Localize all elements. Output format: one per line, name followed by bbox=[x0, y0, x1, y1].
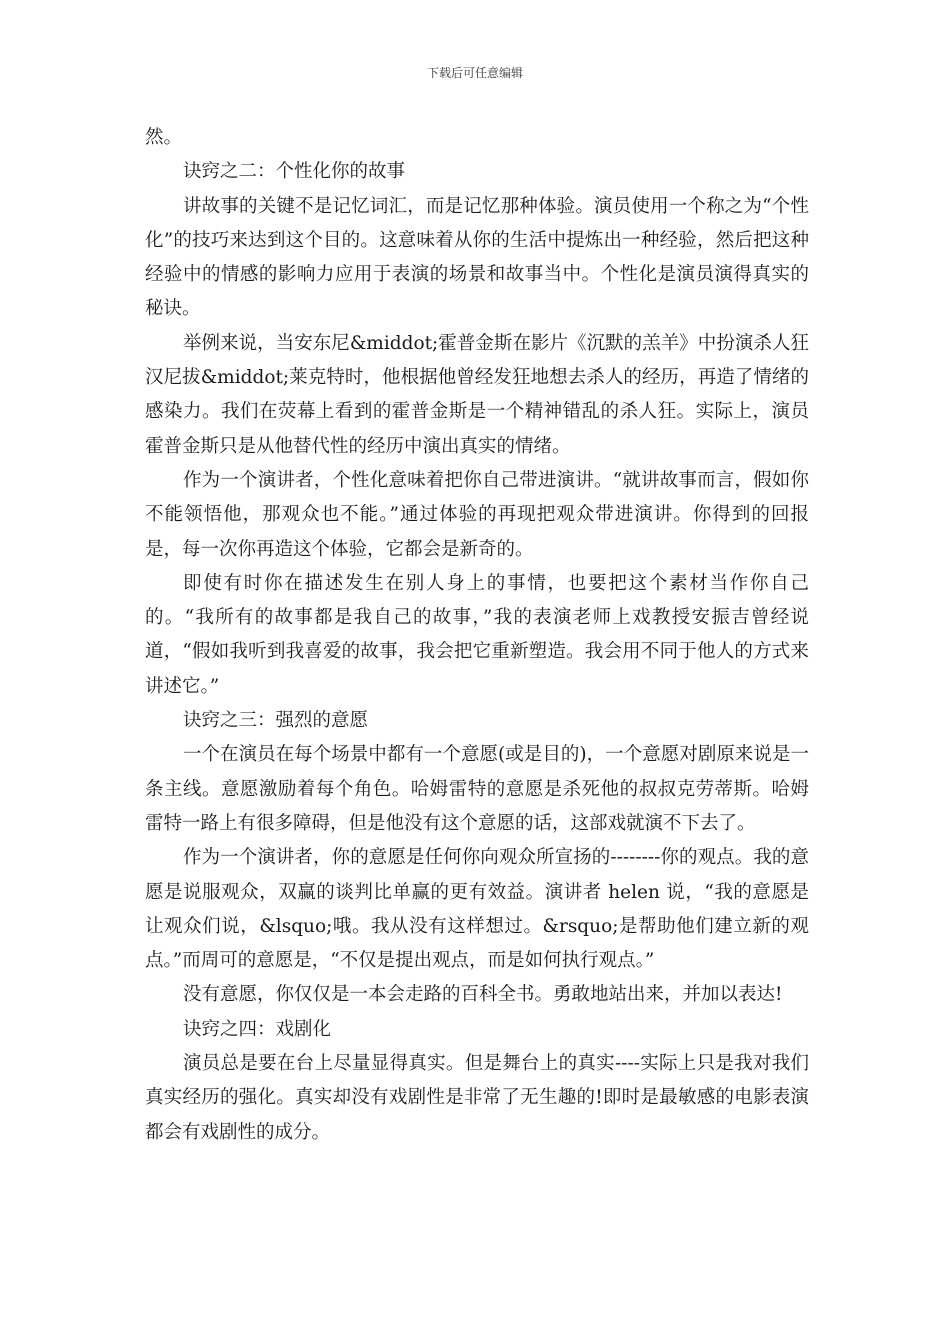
paragraph: 演员总是要在台上尽量显得真实。但是舞台上的真实----实际上只是我对我们真实经历的强化。真实却没有戏剧性是非常了无生趣的!即时是最敏感的电影表演都会有戏剧性的成分。 bbox=[145, 1053, 809, 1143]
paragraph: 一个在演员在每个场景中都有一个意愿(或是目的)，一个意愿对剧原来说是一条主线。意愿激励着每个角色。哈姆雷特的意愿是杀死他的叔叔克劳蒂斯。哈姆雷特一路上有很多障碍，但是他没有这个意愿的话，这部戏就演不下去了。 bbox=[145, 744, 809, 834]
section-heading-tip-2: 诀窍之二：个性化你的故事 bbox=[183, 161, 406, 183]
paragraph: 讲故事的关键不是记忆词汇，而是记忆那种体验。演员使用一个称之为“个性化”的技巧来达到这个目的。这意味着从你的生活中提炼出一种经验，然后把这种经验中的情感的影响力应用于表演的场景和故事当中。个性化是演员演得真实的秘诀。 bbox=[145, 195, 809, 320]
section-heading-tip-3: 诀窍之三：强烈的意愿 bbox=[183, 710, 369, 732]
document-body bbox=[145, 121, 809, 1150]
paragraph-continuation: 然。 bbox=[145, 127, 183, 148]
paragraph: 作为一个演讲者，你的意愿是任何你向观众所宣扬的--------你的观点。我的意愿是说服观众，双赢的谈判比单赢的更有效益。演讲者 helen 说，“我的意愿是让观众们说，&lsquo;哦。我从没有这样想过。&rsquo;是帮助他们建立新的观点。”而周可的意愿是，“不仅是提出观点，而是如何执行观点。” bbox=[145, 847, 809, 972]
paragraph: 没有意愿，你仅仅是一本会走路的百科全书。勇敢地站出来，并加以表达! bbox=[183, 984, 783, 1006]
paragraph: 举例来说，当安东尼&middot;霍普金斯在影片《沉默的羔羊》中扮演杀人狂汉尼拔&middot;莱克特时，他根据他曾经发狂地想去杀人的经历，再造了情绪的感染力。我们在荧幕上看到的霍普金斯是一个精神错乱的杀人狂。实际上，演员霍普金斯只是从他替代性的经历中演出真实的情绪。 bbox=[145, 332, 809, 457]
paragraph: 即使有时你在描述发生在别人身上的事情，也要把这个素材当作你自己的。“我所有的故事都是我自己的故事，”我的表演老师上戏教授安振吉曾经说道，“假如我听到我喜爱的故事，我会把它重新塑造。我会用不同于他人的方式来讲述它。” bbox=[145, 572, 809, 697]
section-heading-tip-4: 诀窍之四：戏剧化 bbox=[183, 1018, 332, 1040]
paragraph: 作为一个演讲者，个性化意味着把你自己带进演讲。“就讲故事而言，假如你不能领悟他，那观众也不能。”通过体验的再现把观众带进演讲。你得到的回报是，每一次你再造这个体验，它都会是新奇的。 bbox=[145, 469, 809, 560]
page-header: 下载后可任意编辑 bbox=[426, 66, 523, 80]
